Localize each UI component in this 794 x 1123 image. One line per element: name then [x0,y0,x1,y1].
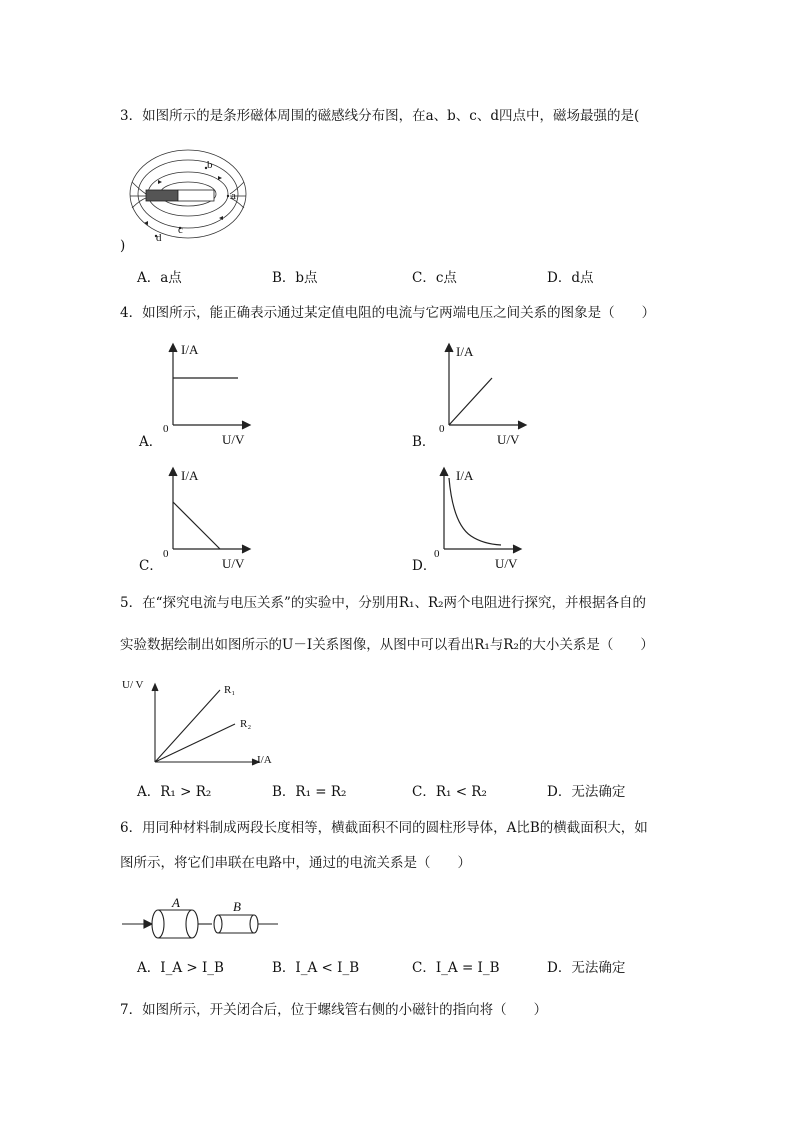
line-r1-label: R₁ [224,684,236,696]
q4-option-c[interactable]: C． [139,558,163,574]
graph-c-xlabel: U/V [222,556,245,571]
graph-d [431,464,541,554]
q3-option-a[interactable]: A．a点 [137,270,182,286]
q5-option-c[interactable]: C．R₁ < R₂ [412,784,487,800]
q6-option-d[interactable]: D．无法确定 [547,960,626,976]
q4-option-a[interactable]: A． [139,434,163,450]
graph-b-ylabel: I/A [456,344,474,359]
graph-a-xlabel: U/V [222,432,245,447]
q3-close-paren: ) [120,238,126,254]
graph-d-origin: 0 [434,548,440,560]
conductors-figure [118,900,283,950]
q5-option-d[interactable]: D．无法确定 [547,784,626,800]
graph-d-xlabel: U/V [495,556,518,571]
label-b: b [207,159,213,171]
label-c: c [178,224,183,236]
q6-stem-line2: 图所示，将它们串联在电路中，通过的电流关系是（ ） [120,855,471,871]
q7-stem: 7．如图所示，开关闭合后，位于螺线管右侧的小磁针的指向将（ ） [120,1002,548,1018]
q6-option-a[interactable]: A．I_A > I_B [137,960,224,976]
graph-a [160,340,270,430]
graph-c [160,464,270,554]
q4-option-b[interactable]: B． [412,434,436,450]
q4-stem: 4．如图所示，能正确表示通过某定值电阻的电流与它两端电压之间关系的图象是（ ） [120,305,656,321]
line-r2-label: R₂ [240,718,252,730]
label-d: d [156,232,162,244]
q6-option-c[interactable]: C．I_A = I_B [412,960,500,976]
graph-b [436,340,546,430]
graph-c-ylabel: I/A [181,468,199,483]
q6-stem-line1: 6．用同种材料制成两段长度相等，横截面积不同的圆柱形导体，A比B的横截面积大，如 [120,820,648,836]
q4-option-d[interactable]: D． [412,558,437,574]
label-a: a [231,190,236,202]
ui-graph-xlabel: I/A [257,754,272,766]
q3-stem: 3．如图所示的是条形磁体周围的磁感线分布图，在a、b、c、d四点中，磁场最强的是( [120,108,640,124]
q5-stem-line2: 实验数据绘制出如图所示的U－I关系图像，从图中可以看出R₁与R₂的大小关系是（ ） [120,637,654,653]
conductor-a-label: A [172,895,180,910]
graph-b-origin: 0 [439,423,445,435]
graph-b-xlabel: U/V [497,432,520,447]
q3-option-d[interactable]: D．d点 [547,270,594,286]
q5-option-b[interactable]: B．R₁ = R₂ [272,784,347,800]
q3-option-c[interactable]: C．c点 [412,270,457,286]
q3-option-b[interactable]: B．b点 [272,270,318,286]
ui-graph-ylabel: U/ V [122,679,144,691]
graph-d-ylabel: I/A [456,468,474,483]
magnetic-field-lines-figure [128,146,248,246]
conductor-b-label: B [233,899,241,914]
q5-stem-line1: 5．在“探究电流与电压关系”的实验中，分别用R₁、R₂两个电阻进行探究，并根据各自的 [120,595,647,611]
q5-option-a[interactable]: A．R₁ > R₂ [137,784,212,800]
q6-option-b[interactable]: B．I_A < I_B [272,960,360,976]
graph-a-ylabel: I/A [181,342,199,357]
graph-a-origin: 0 [163,423,169,435]
graph-c-origin: 0 [163,548,169,560]
